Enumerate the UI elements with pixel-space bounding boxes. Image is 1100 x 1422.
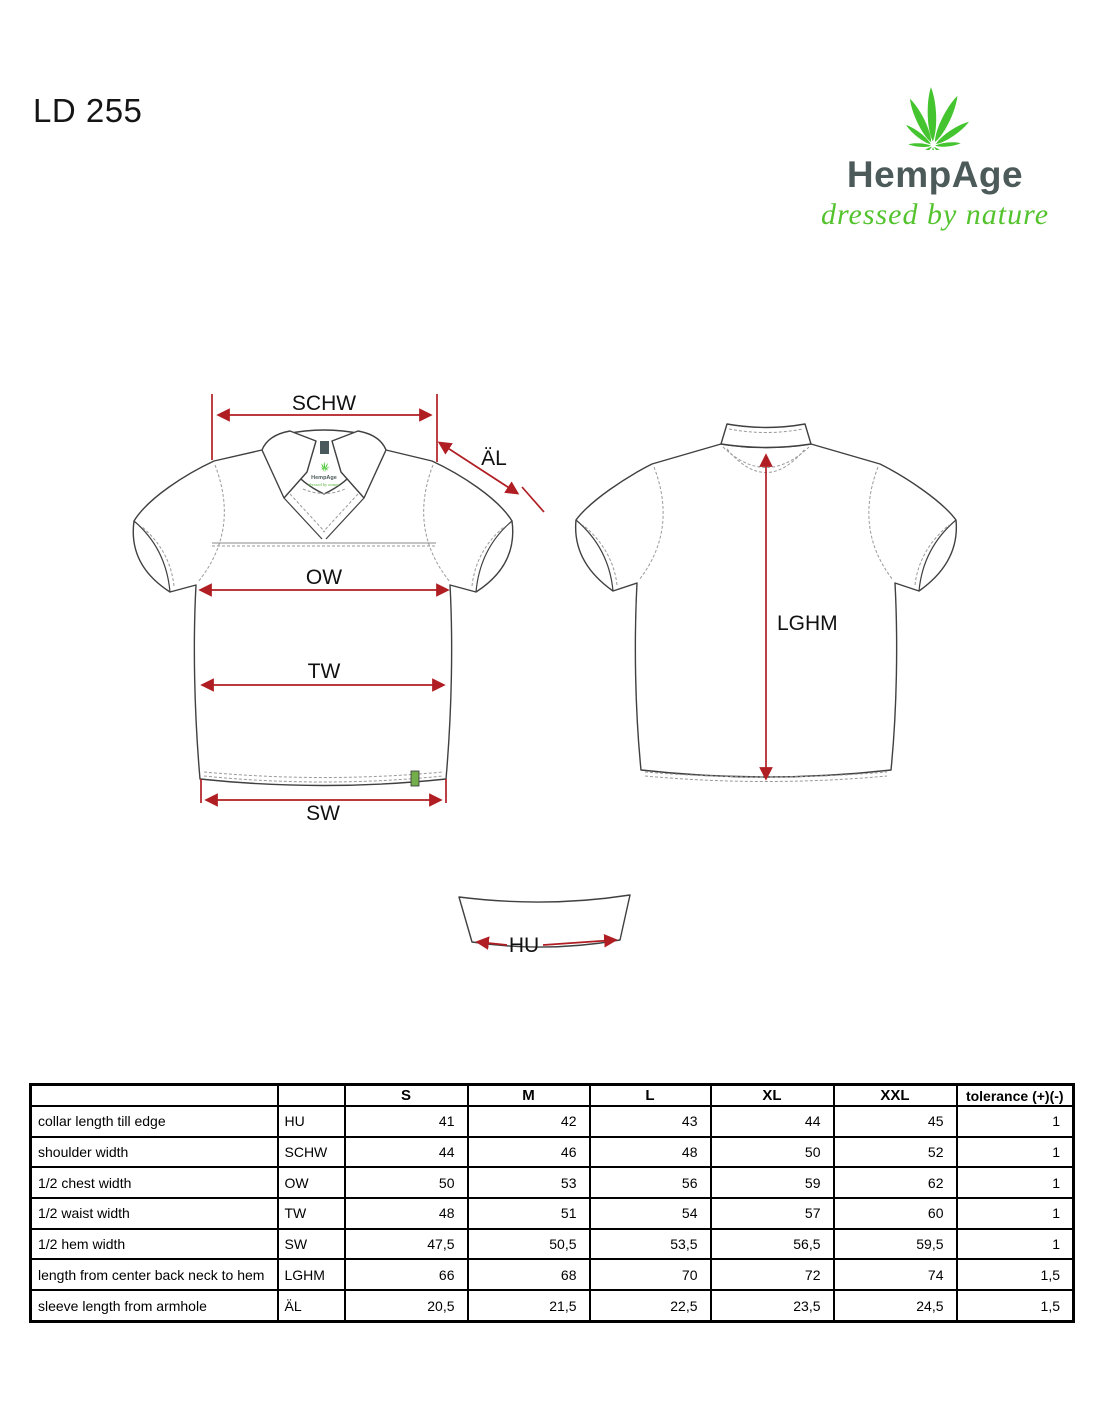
value-m: 50,5 bbox=[468, 1229, 590, 1260]
table-header-row bbox=[31, 1085, 1074, 1107]
value-xl: 50 bbox=[711, 1137, 834, 1168]
value-s: 48 bbox=[345, 1198, 468, 1229]
measurement-label: 1/2 waist width bbox=[31, 1198, 278, 1229]
value-l: 56 bbox=[590, 1167, 711, 1198]
hem-tag bbox=[411, 771, 419, 786]
value-tolerance: 1 bbox=[957, 1106, 1074, 1137]
table-row-schw bbox=[31, 1137, 1074, 1168]
value-l: 70 bbox=[590, 1259, 711, 1290]
measurement-code: ÄL bbox=[278, 1290, 345, 1321]
measurement-code: HU bbox=[278, 1106, 345, 1137]
value-xxl: 60 bbox=[834, 1198, 957, 1229]
table-row-lghm bbox=[31, 1259, 1074, 1290]
front-view-drawing bbox=[133, 430, 513, 786]
ow-label: OW bbox=[305, 566, 343, 589]
table-row-hu bbox=[31, 1106, 1074, 1137]
value-l: 48 bbox=[590, 1137, 711, 1168]
brand-logo bbox=[790, 86, 1080, 232]
measurement-label: length from center back neck to hem bbox=[31, 1259, 278, 1290]
sw-label: SW bbox=[306, 802, 340, 825]
col-size-xl: XL bbox=[711, 1085, 834, 1107]
value-tolerance: 1 bbox=[957, 1198, 1074, 1229]
value-s: 41 bbox=[345, 1106, 468, 1137]
lghm-label: LGHM bbox=[777, 612, 838, 635]
neck-size-tag bbox=[320, 441, 329, 454]
brand-tagline: dressed by nature bbox=[820, 198, 1050, 231]
value-xxl: 52 bbox=[834, 1137, 957, 1168]
measurement-code: TW bbox=[278, 1198, 345, 1229]
value-m: 68 bbox=[468, 1259, 590, 1290]
value-s: 47,5 bbox=[345, 1229, 468, 1260]
value-l: 53,5 bbox=[590, 1229, 711, 1260]
value-m: 21,5 bbox=[468, 1290, 590, 1321]
value-xxl: 24,5 bbox=[834, 1290, 957, 1321]
value-xl: 57 bbox=[711, 1198, 834, 1229]
value-tolerance: 1 bbox=[957, 1137, 1074, 1168]
table-row-tw bbox=[31, 1198, 1074, 1229]
value-m: 51 bbox=[468, 1198, 590, 1229]
col-code bbox=[278, 1085, 345, 1107]
value-m: 53 bbox=[468, 1167, 590, 1198]
col-size-xxl: XXL bbox=[834, 1085, 957, 1107]
col-tolerance: tolerance (+)(-) bbox=[957, 1085, 1074, 1107]
ael-label: ÄL bbox=[481, 447, 507, 470]
measurement-label: sleeve length from armhole bbox=[31, 1290, 278, 1321]
measurement-label: shoulder width bbox=[31, 1137, 278, 1168]
value-xxl: 74 bbox=[834, 1259, 957, 1290]
collar-detail-drawing bbox=[459, 895, 630, 947]
col-size-m: M bbox=[468, 1085, 590, 1107]
measurement-code: OW bbox=[278, 1167, 345, 1198]
neck-label-brand: HempAge bbox=[311, 475, 337, 481]
value-l: 22,5 bbox=[590, 1290, 711, 1321]
value-l: 43 bbox=[590, 1106, 711, 1137]
page-title: LD 255 bbox=[33, 92, 143, 129]
hu-label: HU bbox=[508, 934, 540, 957]
measurement-diagram bbox=[0, 380, 1100, 1020]
neck-label-tagline: dressed by nature bbox=[308, 482, 340, 487]
value-xl: 44 bbox=[711, 1106, 834, 1137]
value-s: 50 bbox=[345, 1167, 468, 1198]
table-row-ael bbox=[31, 1290, 1074, 1321]
measurement-code: SW bbox=[278, 1229, 345, 1260]
value-xl: 59 bbox=[711, 1167, 834, 1198]
value-tolerance: 1,5 bbox=[957, 1290, 1074, 1321]
value-xl: 72 bbox=[711, 1259, 834, 1290]
value-s: 66 bbox=[345, 1259, 468, 1290]
value-tolerance: 1,5 bbox=[957, 1259, 1074, 1290]
size-table bbox=[29, 1083, 1075, 1323]
col-size-s: S bbox=[345, 1085, 468, 1107]
measurement-code: LGHM bbox=[278, 1259, 345, 1290]
measurement-label: 1/2 chest width bbox=[31, 1167, 278, 1198]
schw-label: SCHW bbox=[291, 392, 357, 415]
table-row-sw bbox=[31, 1229, 1074, 1260]
table-row-ow bbox=[31, 1167, 1074, 1198]
measurement-code: SCHW bbox=[278, 1137, 345, 1168]
value-m: 46 bbox=[468, 1137, 590, 1168]
col-size-l: L bbox=[590, 1085, 711, 1107]
value-tolerance: 1 bbox=[957, 1167, 1074, 1198]
value-tolerance: 1 bbox=[957, 1229, 1074, 1260]
hemp-leaf-icon bbox=[897, 86, 973, 150]
value-m: 42 bbox=[468, 1106, 590, 1137]
value-xxl: 62 bbox=[834, 1167, 957, 1198]
col-measurement bbox=[31, 1085, 278, 1107]
value-xxl: 59,5 bbox=[834, 1229, 957, 1260]
value-xl: 56,5 bbox=[711, 1229, 834, 1260]
value-s: 44 bbox=[345, 1137, 468, 1168]
value-xxl: 45 bbox=[834, 1106, 957, 1137]
measurement-label: 1/2 hem width bbox=[31, 1229, 278, 1260]
value-xl: 23,5 bbox=[711, 1290, 834, 1321]
tw-label: TW bbox=[307, 660, 341, 683]
measurement-label: collar length till edge bbox=[31, 1106, 278, 1137]
brand-name: HempAge bbox=[846, 154, 1024, 195]
value-l: 54 bbox=[590, 1198, 711, 1229]
value-s: 20,5 bbox=[345, 1290, 468, 1321]
